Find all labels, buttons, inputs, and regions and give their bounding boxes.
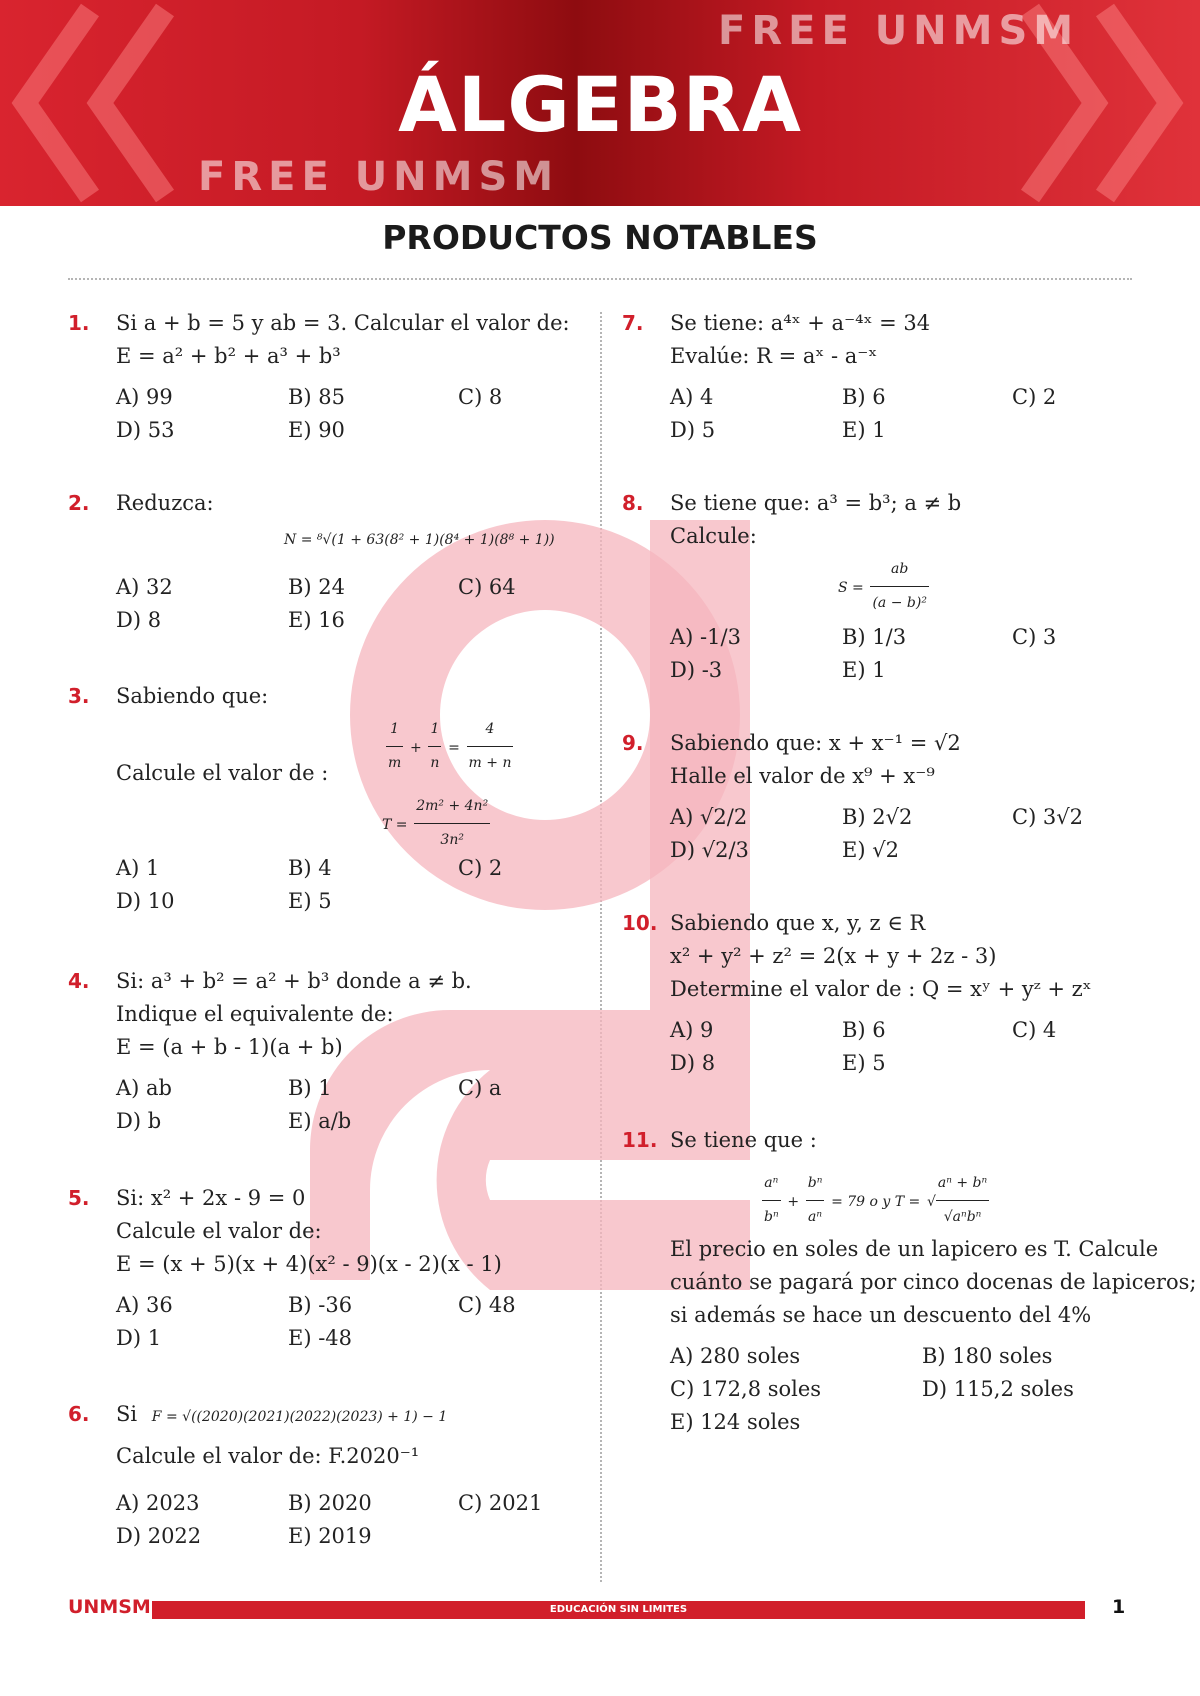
option-b[interactable]: B) 4	[288, 856, 332, 880]
option-d[interactable]: D) 2022	[116, 1524, 202, 1548]
option-a[interactable]: A) √2/2	[670, 805, 748, 829]
option-b[interactable]: B) 85	[288, 385, 346, 409]
question-text-2: Calcule el valor de:	[116, 1219, 322, 1243]
question-text-2: Evalúe: R = aˣ - a⁻ˣ	[670, 344, 878, 368]
option-c[interactable]: C) 172,8 soles	[670, 1377, 822, 1401]
question-text-2: Halle el valor de x⁹ + x⁻⁹	[670, 764, 935, 788]
option-c[interactable]: C) a	[458, 1076, 502, 1100]
option-b[interactable]: B) -36	[288, 1293, 353, 1317]
option-c[interactable]: C) 64	[458, 575, 516, 599]
option-a[interactable]: A) 99	[116, 385, 173, 409]
question-4	[68, 965, 576, 1138]
question-6	[68, 1398, 576, 1553]
option-b[interactable]: B) 1/3	[842, 625, 907, 649]
option-b[interactable]: B) 2√2	[842, 805, 913, 829]
option-e[interactable]: E) 1	[842, 418, 886, 442]
question-2	[68, 487, 576, 637]
page-number: 1	[1112, 1596, 1126, 1618]
option-c[interactable]: C) 4	[1012, 1018, 1057, 1042]
question-9	[622, 727, 1150, 867]
option-c[interactable]: C) 48	[458, 1293, 516, 1317]
option-a[interactable]: A) 1	[116, 856, 160, 880]
question-number: 8.	[622, 491, 644, 515]
formula-given: $\frac{1}{m}$ + $\frac{1}{n}$ = $\frac{4}{m + n}$	[116, 713, 576, 757]
question-text-2: Calcule el valor de :	[116, 761, 329, 785]
formula-t: T = $\frac{\text{2m² + 4n²}}{\text{3n²}}$	[116, 790, 576, 842]
question-number: 11.	[622, 1128, 658, 1152]
formula-n: N = ⁸√(1 + 63(8² + 1)(8⁴ + 1)(8⁸ + 1))	[284, 532, 555, 548]
watermark-text-bottom: FREE UNMSM	[198, 154, 560, 200]
formula-s: S = $\frac{ab}{\text{(a − b)²}}$	[670, 553, 1150, 611]
option-a[interactable]: A) 9	[670, 1018, 714, 1042]
question-text: Se tiene: a⁴ˣ + a⁻⁴ˣ = 34	[670, 311, 931, 335]
header-banner	[0, 0, 1200, 206]
question-text: Se tiene que :	[670, 1128, 817, 1152]
question-text: Reduzca:	[116, 491, 214, 515]
option-d[interactable]: D) -3	[670, 658, 723, 682]
option-a[interactable]: A) 4	[670, 385, 714, 409]
option-a[interactable]: A) 2023	[116, 1491, 200, 1515]
footer-brand: UNMSM	[68, 1596, 151, 1618]
question-number: 2.	[68, 491, 90, 515]
question-text-2: x² + y² + z² = 2(x + y + 2z - 3)	[670, 944, 997, 968]
option-c[interactable]: C) 8	[458, 385, 503, 409]
option-a[interactable]: A) 36	[116, 1293, 173, 1317]
option-e[interactable]: E) 16	[288, 608, 345, 632]
question-10	[622, 907, 1150, 1080]
option-c[interactable]: C) 3	[1012, 625, 1057, 649]
formula-t: $\frac{\text{aⁿ}}{\text{bⁿ}}$ + $\frac{\text{bⁿ}}{\text{aⁿ}}$ = 79 o y T = √ $\frac{\text{aⁿ + bⁿ}}{\text{√aⁿbⁿ}}$	[670, 1167, 1150, 1233]
question-8	[622, 487, 1150, 687]
question-text: Sabiendo que x, y, z ∈ R	[670, 911, 926, 935]
question-number: 10.	[622, 911, 658, 935]
question-text-3: Determine el valor de : Q = xʸ + yᶻ + zˣ	[670, 977, 1092, 1001]
question-expression: E = a² + b² + a³ + b³	[116, 344, 341, 368]
option-e[interactable]: E) 5	[842, 1051, 886, 1075]
question-number: 6.	[68, 1402, 90, 1426]
footer-bar	[152, 1601, 1085, 1619]
option-e[interactable]: E) 90	[288, 418, 345, 442]
option-a[interactable]: A) -1/3	[670, 625, 741, 649]
option-d[interactable]: D) b	[116, 1109, 162, 1133]
option-c[interactable]: C) 2	[458, 856, 503, 880]
option-d[interactable]: D) 8	[670, 1051, 716, 1075]
question-text: Se tiene que: a³ = b³; a ≠ b	[670, 491, 962, 515]
question-text-2: Calcule:	[670, 524, 757, 548]
question-11	[622, 1124, 1197, 1439]
section-title: PRODUCTOS NOTABLES	[382, 218, 818, 257]
question-text: Si	[116, 1402, 138, 1426]
question-number: 7.	[622, 311, 644, 335]
question-text-2: Calcule el valor de: F.2020⁻¹	[116, 1444, 420, 1468]
paragraph-line-1: El precio en soles de un lapicero es T. Calcule	[670, 1237, 1159, 1261]
question-5	[68, 1182, 576, 1355]
question-number: 3.	[68, 684, 90, 708]
option-a[interactable]: A) 32	[116, 575, 173, 599]
option-b[interactable]: B) 1	[288, 1076, 332, 1100]
question-text: Sabiendo que: x + x⁻¹ = √2	[670, 731, 961, 755]
option-d[interactable]: D) 1	[116, 1326, 162, 1350]
option-a[interactable]: A) ab	[116, 1076, 172, 1100]
option-b[interactable]: B) 180 soles	[922, 1344, 1053, 1368]
question-7	[622, 307, 1150, 447]
option-e[interactable]: E) a/b	[288, 1109, 352, 1133]
formula-f: F = √((2020)(2021)(2022)(2023) + 1) − 1	[151, 1409, 448, 1425]
question-expression: E = (a + b - 1)(a + b)	[116, 1035, 343, 1059]
question-text: Si a + b = 5 y ab = 3. Calcular el valor de:	[116, 311, 570, 335]
option-e[interactable]: E) √2	[842, 838, 899, 862]
question-number: 1.	[68, 311, 90, 335]
option-d[interactable]: D) 10	[116, 889, 175, 913]
option-b[interactable]: B) 24	[288, 575, 346, 599]
question-text-2: Indique el equivalente de:	[116, 1002, 394, 1026]
paragraph-line-3: si además se hace un descuento del 4%	[670, 1303, 1092, 1327]
option-e[interactable]: E) -48	[288, 1326, 353, 1350]
question-text: Si: a³ + b² = a² + b³ donde a ≠ b.	[116, 969, 472, 993]
option-e[interactable]: E) 124 soles	[670, 1410, 801, 1434]
option-d[interactable]: D) 115,2 soles	[922, 1377, 1074, 1401]
option-d[interactable]: D) √2/3	[670, 838, 749, 862]
option-a[interactable]: A) 280 soles	[670, 1344, 801, 1368]
option-c[interactable]: C) 2	[1012, 385, 1057, 409]
page-title: ÁLGEBRA	[398, 60, 802, 149]
watermark-text-top: FREE UNMSM	[718, 8, 1080, 54]
question-expression: E = (x + 5)(x + 4)(x² - 9)(x - 2)(x - 1)	[116, 1252, 502, 1276]
question-number: 9.	[622, 731, 644, 755]
footer-slogan: EDUCACIÓN SIN LIMITES	[549, 1604, 688, 1615]
option-e[interactable]: E) 1	[842, 658, 886, 682]
option-d[interactable]: D) 8	[116, 608, 162, 632]
option-c[interactable]: C) 3√2	[1012, 805, 1084, 829]
question-text: Si: x² + 2x - 9 = 0	[116, 1186, 306, 1210]
question-1	[68, 307, 576, 447]
option-d[interactable]: D) 53	[116, 418, 175, 442]
question-3	[68, 680, 576, 918]
question-text: Sabiendo que:	[116, 684, 269, 708]
option-b[interactable]: B) 2020	[288, 1491, 372, 1515]
option-e[interactable]: E) 5	[288, 889, 332, 913]
option-d[interactable]: D) 5	[670, 418, 716, 442]
option-c[interactable]: C) 2021	[458, 1491, 543, 1515]
dotted-divider	[68, 278, 1132, 280]
option-b[interactable]: B) 6	[842, 1018, 886, 1042]
question-number: 4.	[68, 969, 90, 993]
paragraph-line-2: cuánto se pagará por cinco docenas de lapiceros;	[670, 1270, 1197, 1294]
option-e[interactable]: E) 2019	[288, 1524, 372, 1548]
option-b[interactable]: B) 6	[842, 385, 886, 409]
question-number: 5.	[68, 1186, 90, 1210]
